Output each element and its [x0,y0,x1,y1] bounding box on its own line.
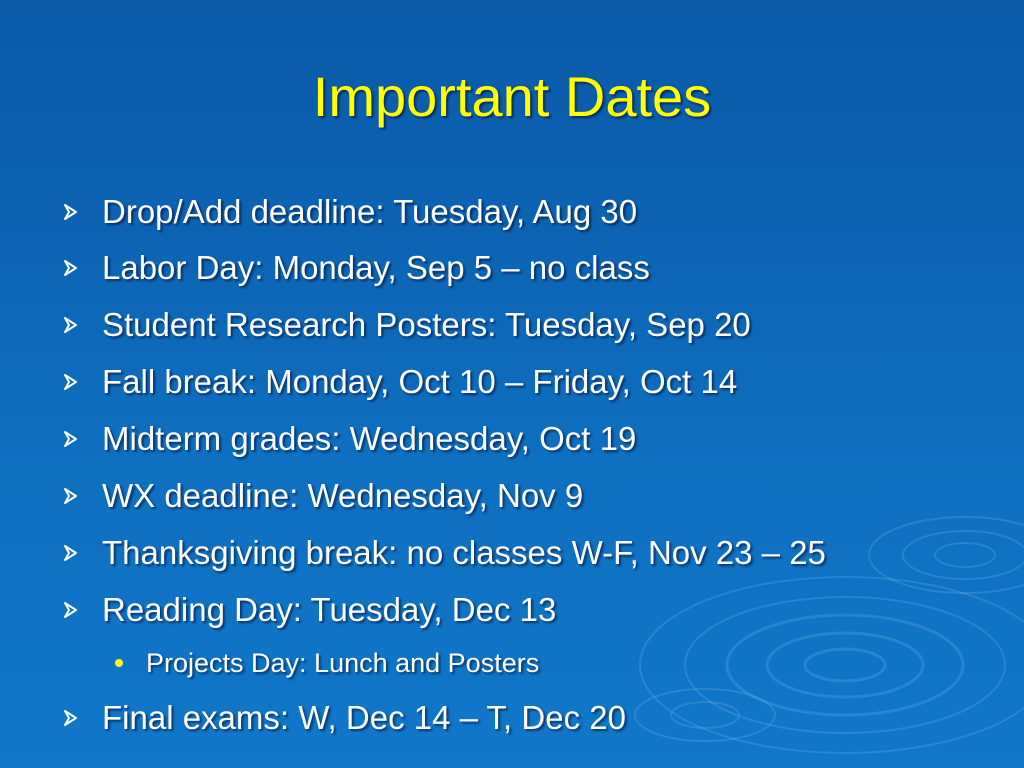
bullet-item [62,696,626,740]
chevron-arrow-icon [62,430,102,448]
chevron-arrow-icon [62,601,102,619]
bullet-item [62,190,637,234]
bullet-item [62,246,650,290]
sub-bullet-text: Projects Day: Lunch and Posters [146,648,540,678]
bullet-text: Midterm grades: Wednesday, Oct 19 [102,420,637,457]
chevron-arrow-icon [62,259,102,277]
chevron-arrow-icon [62,487,102,505]
chevron-arrow-icon [62,373,102,391]
chevron-arrow-icon [62,544,102,562]
bullet-item [62,474,583,518]
bullet-text: Labor Day: Monday, Sep 5 – no class [102,249,650,286]
bullet-text: Reading Day: Tuesday, Dec 13 [102,591,557,628]
chevron-arrow-icon [62,203,102,221]
bullet-text: Student Research Posters: Tuesday, Sep 20 [102,306,751,343]
bullet-text: Fall break: Monday, Oct 10 – Friday, Oct 14 [102,363,738,400]
sub-bullet-item [114,645,539,681]
bullet-text: Drop/Add deadline: Tuesday, Aug 30 [102,193,638,230]
bullet-item [62,531,826,575]
chevron-arrow-icon [62,316,102,334]
bullet-item [62,588,556,632]
bullet-text: WX deadline: Wednesday, Nov 9 [102,477,584,514]
slide-title: Important Dates [312,65,712,128]
bullet-text: Thanksgiving break: no classes W-F, Nov 23 – 25 [102,534,826,571]
bullet-item [62,417,636,461]
bullet-item [62,360,737,404]
bullet-item [62,303,751,347]
dot-icon [114,658,146,668]
bullet-text: Final exams: W, Dec 14 – T, Dec 20 [102,699,626,736]
chevron-arrow-icon [62,709,102,727]
